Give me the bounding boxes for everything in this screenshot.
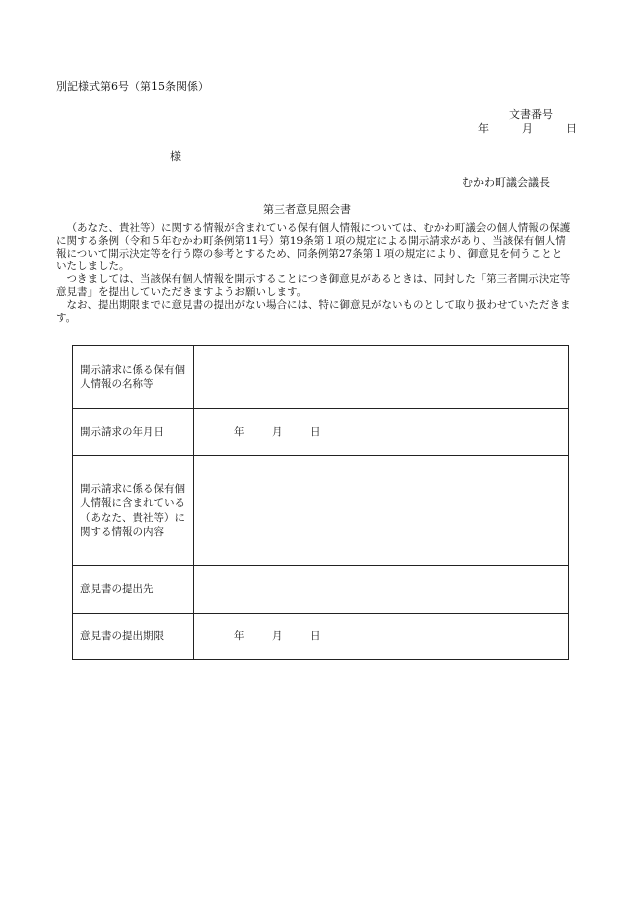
deadline-year: 年 [234, 630, 245, 643]
addressee-suffix: 様 [170, 150, 181, 163]
table-row [73, 614, 569, 660]
row-value-info-name[interactable] [194, 346, 569, 409]
document-number-label: 文書番号 [509, 108, 553, 121]
body-paragraph-2: つきましては、当該保有個人情報を開示することにつき御意見があるときは、同封した「第三者開示決定等意見書」を提出していただきますようお願いします。 [56, 273, 571, 298]
row-label-submission-deadline: 意見書の提出期限 [73, 614, 194, 660]
row-value-info-content[interactable] [194, 456, 569, 566]
sender-name: むかわ町議会議長 [462, 176, 550, 189]
document-date [478, 120, 577, 136]
date-year: 年 [478, 122, 489, 135]
form-number: 別記様式第6号（第15条関係） [56, 80, 209, 93]
row-value-submission-destination[interactable] [194, 566, 569, 614]
row-label-submission-destination: 意見書の提出先 [73, 566, 194, 614]
request-date-month: 月 [272, 425, 283, 438]
row-label-info-name: 開示請求に係る保有個人情報の名称等 [73, 346, 194, 409]
inquiry-table [72, 345, 569, 660]
request-date-year: 年 [234, 425, 245, 438]
date-month: 月 [522, 122, 533, 135]
body-text [56, 222, 571, 324]
table-row [73, 409, 569, 456]
deadline-day: 日 [310, 630, 321, 643]
body-paragraph-1: （あなた、貴社等）に関する情報が含まれている保有個人情報については、むかわ町議会の個人情報の保護に関する条例（令和５年むかわ町条例第11号）第19条第１項の規定による開示請求があり、当該保有個人情報について開示決定等を行う際の参考とするため、同条例第27条第１項の規定により、御意見を伺うことといたしました。 [56, 222, 571, 273]
table-row [73, 456, 569, 566]
date-day: 日 [566, 122, 577, 135]
body-paragraph-3: なお、提出期限までに意見書の提出がない場合には、特に御意見がないものとして取り扱わせていただきます。 [56, 298, 571, 324]
document-title: 第三者意見照会書 [263, 203, 351, 216]
row-label-request-date: 開示請求の年月日 [73, 409, 194, 456]
request-date-day: 日 [310, 425, 321, 438]
table-row [73, 346, 569, 409]
row-value-request-date[interactable] [194, 409, 569, 456]
deadline-month: 月 [272, 630, 283, 643]
row-value-submission-deadline[interactable] [194, 614, 569, 660]
row-label-info-content: 開示請求に係る保有個人情報に含まれている（あなた、貴社等）に関する情報の内容 [73, 456, 194, 566]
table-row [73, 566, 569, 614]
